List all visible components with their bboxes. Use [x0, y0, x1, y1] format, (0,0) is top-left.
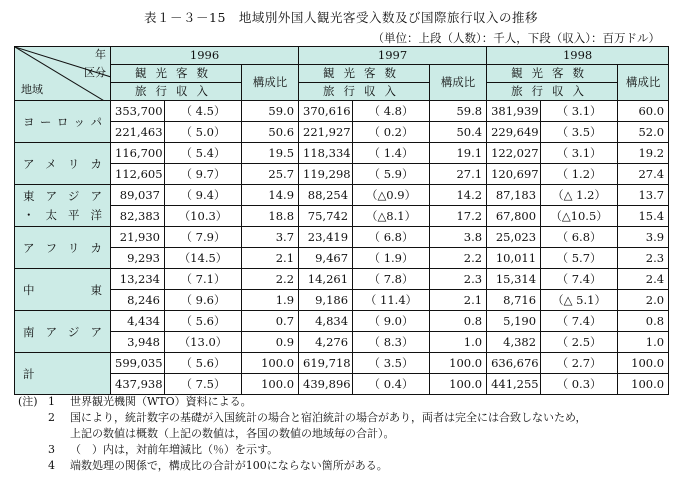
change-cell: （ 11.4）: [353, 290, 430, 311]
share-cell: 2.1: [242, 248, 299, 269]
note-text: 端数処理の関係で，構成比の合計が100にならない箇所がある。: [70, 459, 388, 472]
share-cell: 18.8: [242, 206, 299, 227]
value-cell: 116,700: [111, 143, 165, 164]
note-number: 2: [48, 411, 55, 424]
share-cell: 2.0: [618, 290, 669, 311]
change-cell: （ 5.0）: [165, 122, 242, 143]
change-cell: （ 9.4）: [165, 185, 242, 206]
value-cell: 14,261: [299, 269, 353, 290]
share-cell: 14.2: [430, 185, 487, 206]
note-4: [18, 458, 587, 474]
share-cell: 100.0: [242, 374, 299, 395]
share-cell: 14.9: [242, 185, 299, 206]
change-cell: （10.3）: [165, 206, 242, 227]
value-cell: 4,434: [111, 311, 165, 332]
visitors-header: 観光客数: [111, 65, 242, 83]
change-cell: （ 3.5）: [353, 353, 430, 374]
header-row-years: [15, 47, 669, 65]
value-cell: 437,938: [111, 374, 165, 395]
value-cell: 619,718: [299, 353, 353, 374]
value-cell: 25,023: [487, 227, 541, 248]
receipts-header: 旅行収入: [299, 83, 430, 101]
change-cell: （ 7.4）: [541, 269, 618, 290]
share-cell: 2.2: [430, 248, 487, 269]
change-cell: （ 5.6）: [165, 353, 242, 374]
region-cell: [15, 101, 111, 143]
change-cell: （ 5.9）: [353, 164, 430, 185]
year-label: 年: [95, 48, 106, 61]
share-cell: 2.1: [430, 290, 487, 311]
share-cell: 19.2: [618, 143, 669, 164]
notes: [18, 394, 587, 474]
share-cell: 60.0: [618, 101, 669, 122]
table-row: [15, 269, 669, 290]
note-2: [18, 410, 587, 426]
header-row-visitors: [15, 65, 669, 83]
share-cell: 2.3: [618, 248, 669, 269]
value-cell: 9,467: [299, 248, 353, 269]
table-row: [15, 353, 669, 374]
table-row: [15, 290, 669, 311]
value-cell: 118,334: [299, 143, 353, 164]
share-cell: 50.4: [430, 122, 487, 143]
value-cell: 82,383: [111, 206, 165, 227]
share-cell: 59.0: [242, 101, 299, 122]
change-cell: （ 7.4）: [541, 311, 618, 332]
value-cell: 4,834: [299, 311, 353, 332]
value-cell: 21,930: [111, 227, 165, 248]
value-cell: 8,716: [487, 290, 541, 311]
region-cell: [15, 311, 111, 353]
value-cell: 599,035: [111, 353, 165, 374]
note-number: 3: [48, 443, 55, 456]
corner-header-cell: [15, 47, 111, 101]
change-cell: （△10.5）: [541, 206, 618, 227]
value-cell: 353,700: [111, 101, 165, 122]
region-name: ヨーロッパ: [23, 114, 102, 129]
region-cell: [15, 185, 111, 227]
change-cell: （ 6.8）: [353, 227, 430, 248]
note-1: [18, 394, 587, 410]
value-cell: 87,183: [487, 185, 541, 206]
change-cell: （ 3.1）: [541, 101, 618, 122]
value-cell: 381,939: [487, 101, 541, 122]
table-row: [15, 185, 669, 206]
region-cell: [15, 143, 111, 185]
share-cell: 27.1: [430, 164, 487, 185]
change-cell: （ 9.7）: [165, 164, 242, 185]
share-cell: 50.6: [242, 122, 299, 143]
value-cell: 636,676: [487, 353, 541, 374]
kubun-label: 区分: [84, 66, 106, 79]
value-cell: 23,419: [299, 227, 353, 248]
share-cell: 13.7: [618, 185, 669, 206]
value-cell: 10,011: [487, 248, 541, 269]
header-row-receipts: [15, 83, 669, 101]
share-cell: 0.7: [242, 311, 299, 332]
change-cell: （ 2.7）: [541, 353, 618, 374]
change-cell: （ 6.8）: [541, 227, 618, 248]
visitors-header: 観光客数: [487, 65, 618, 83]
table-row: [15, 101, 669, 122]
share-cell: 100.0: [430, 374, 487, 395]
change-cell: （ 0.4）: [353, 374, 430, 395]
change-cell: （ 4.8）: [353, 101, 430, 122]
table-row: [15, 227, 669, 248]
region-name: アフリカ: [23, 240, 102, 255]
change-cell: （ 7.1）: [165, 269, 242, 290]
share-cell: 0.8: [618, 311, 669, 332]
share-cell: 2.3: [430, 269, 487, 290]
share-cell: 100.0: [618, 353, 669, 374]
share-cell: 0.9: [242, 332, 299, 353]
share-cell: 3.7: [242, 227, 299, 248]
region-label: 地域: [21, 83, 43, 96]
data-table: [14, 46, 669, 395]
share-cell: 2.4: [618, 269, 669, 290]
change-cell: （ 8.3）: [353, 332, 430, 353]
note-3: [18, 442, 587, 458]
share-cell: 3.8: [430, 227, 487, 248]
region-name: 南アジア: [23, 324, 102, 339]
value-cell: 122,027: [487, 143, 541, 164]
note-text: （ ）内は，対前年増減比（％）を示す。: [70, 443, 279, 456]
visitors-header: 観光客数: [299, 65, 430, 83]
value-cell: 4,276: [299, 332, 353, 353]
share-cell: 59.8: [430, 101, 487, 122]
value-cell: 88,254: [299, 185, 353, 206]
change-cell: （ 9.0）: [353, 311, 430, 332]
note-number: 1: [48, 395, 55, 408]
change-cell: （ 4.5）: [165, 101, 242, 122]
change-cell: （ 3.1）: [541, 143, 618, 164]
notes-label: (注): [18, 395, 38, 408]
value-cell: 3,948: [111, 332, 165, 353]
change-cell: （ 5.7）: [541, 248, 618, 269]
table-row: [15, 122, 669, 143]
region-cell: [15, 227, 111, 269]
share-header: 構成比: [430, 65, 487, 101]
value-cell: 9,293: [111, 248, 165, 269]
change-cell: （ 5.4）: [165, 143, 242, 164]
share-cell: 17.2: [430, 206, 487, 227]
share-cell: 0.8: [430, 311, 487, 332]
value-cell: 120,697: [487, 164, 541, 185]
value-cell: 439,896: [299, 374, 353, 395]
value-cell: 89,037: [111, 185, 165, 206]
change-cell: （13.0）: [165, 332, 242, 353]
change-cell: （ 5.6）: [165, 311, 242, 332]
value-cell: 221,463: [111, 122, 165, 143]
change-cell: （ 9.6）: [165, 290, 242, 311]
table-row: [15, 164, 669, 185]
region-cell: [15, 269, 111, 311]
change-cell: （ 2.5）: [541, 332, 618, 353]
note-2-continued: 上記の数値は概数（上記の数値は，各国の数値の地域毎の合計）。: [70, 427, 395, 440]
share-cell: 100.0: [618, 374, 669, 395]
share-cell: 19.1: [430, 143, 487, 164]
share-cell: 27.4: [618, 164, 669, 185]
region-name: 東アジア: [23, 188, 102, 203]
receipts-header: 旅行収入: [111, 83, 242, 101]
value-cell: 8,246: [111, 290, 165, 311]
share-cell: 19.5: [242, 143, 299, 164]
share-cell: 52.0: [618, 122, 669, 143]
change-cell: （△0.9）: [353, 185, 430, 206]
share-cell: 1.0: [430, 332, 487, 353]
value-cell: 75,742: [299, 206, 353, 227]
region-name-line2: ・太平洋: [23, 207, 102, 222]
change-cell: （△ 1.2）: [541, 185, 618, 206]
value-cell: 13,234: [111, 269, 165, 290]
change-cell: （ 0.3）: [541, 374, 618, 395]
region-cell: [15, 353, 111, 395]
change-cell: （ 1.2）: [541, 164, 618, 185]
table-row: [15, 332, 669, 353]
change-cell: （ 0.2）: [353, 122, 430, 143]
note-text: 世界観光機関（WTO）資料による。: [70, 395, 252, 408]
note-text: 国により，統計数字の基礎が入国統計の場合と宿泊統計の場合があり，両者は完全には合致しないため，: [70, 411, 587, 424]
table-row: [15, 206, 669, 227]
share-cell: 3.9: [618, 227, 669, 248]
value-cell: 221,927: [299, 122, 353, 143]
share-cell: 25.7: [242, 164, 299, 185]
table-row: [15, 248, 669, 269]
share-cell: 2.2: [242, 269, 299, 290]
share-cell: 1.9: [242, 290, 299, 311]
value-cell: 9,186: [299, 290, 353, 311]
value-cell: 370,616: [299, 101, 353, 122]
year-header: 1998: [487, 47, 669, 65]
change-cell: （ 1.4）: [353, 143, 430, 164]
table-row: [15, 311, 669, 332]
change-cell: （ 7.5）: [165, 374, 242, 395]
value-cell: 67,800: [487, 206, 541, 227]
year-header: 1996: [111, 47, 299, 65]
table-row: [15, 374, 669, 395]
change-cell: （△8.1）: [353, 206, 430, 227]
receipts-header: 旅行収入: [487, 83, 618, 101]
change-cell: （ 7.8）: [353, 269, 430, 290]
share-cell: 15.4: [618, 206, 669, 227]
table-title: 表１－３－15 地域別外国人観光客受入数及び国際旅行収入の推移: [144, 10, 538, 25]
value-cell: 112,605: [111, 164, 165, 185]
note-number: 4: [48, 459, 55, 472]
change-cell: （ 1.9）: [353, 248, 430, 269]
change-cell: （ 7.9）: [165, 227, 242, 248]
change-cell: （ 3.5）: [541, 122, 618, 143]
share-header: 構成比: [618, 65, 669, 101]
share-cell: 100.0: [430, 353, 487, 374]
value-cell: 441,255: [487, 374, 541, 395]
unit-note: （単位：上段（人数）：千人，下段（収入）：百万ドル）: [372, 31, 660, 45]
change-cell: （△ 5.1）: [541, 290, 618, 311]
value-cell: 4,382: [487, 332, 541, 353]
year-header: 1997: [299, 47, 487, 65]
table-row: [15, 143, 669, 164]
value-cell: 119,298: [299, 164, 353, 185]
share-cell: 1.0: [618, 332, 669, 353]
region-name: アメリカ: [23, 156, 102, 171]
region-name: 中東: [23, 282, 102, 297]
region-name: 計: [23, 366, 35, 381]
value-cell: 5,190: [487, 311, 541, 332]
share-header: 構成比: [242, 65, 299, 101]
share-cell: 100.0: [242, 353, 299, 374]
value-cell: 15,314: [487, 269, 541, 290]
value-cell: 229,649: [487, 122, 541, 143]
change-cell: （14.5）: [165, 248, 242, 269]
